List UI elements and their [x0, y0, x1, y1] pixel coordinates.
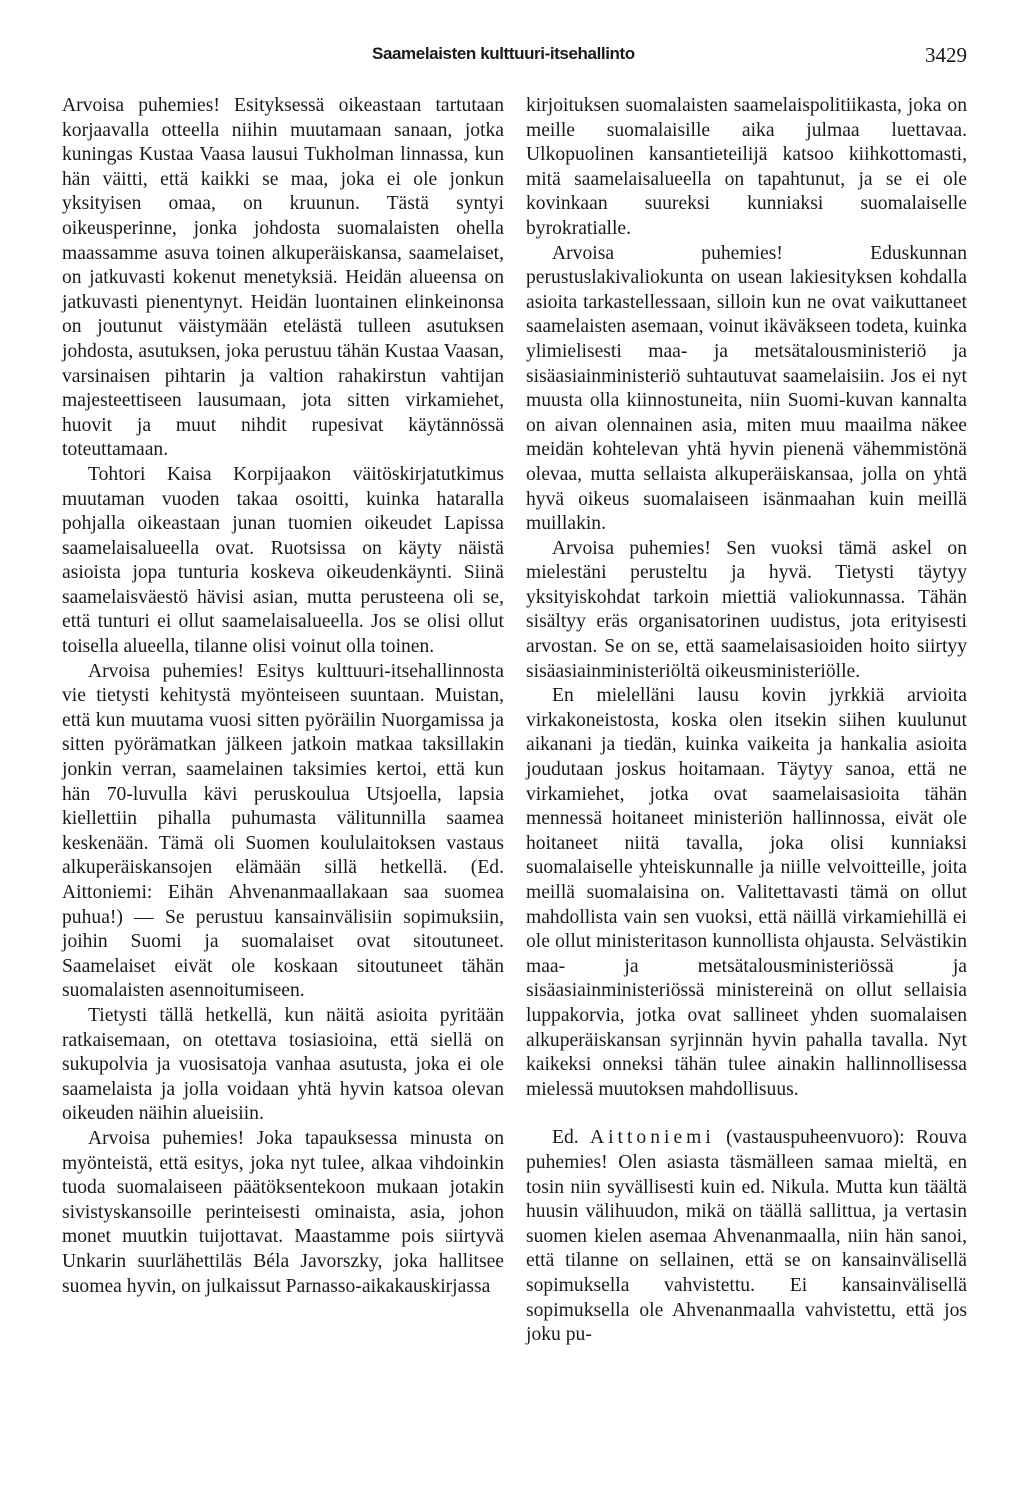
left-column — [62, 94, 504, 1299]
paragraph: En mielelläni lausu kovin jyrkkiä arvioita virkakoneistosta, koska olen itsekin siihen kuulunut aikanani ja tiedän, kuinka vaikeita ja hankalia asioita joudutaan joskus hoitamaan. Täytyy sanoa, että ne virkamiehet, jotka ovat saamelaisasioita tähän mennessä hoitaneet ministeriön hallinnossa, eivät ole hoitaneet niitä tavalla, joka olisi kunniaksi suomalaiselle yhteiskunnalle ja niille velvoitteille, joita meillä suomalaisina on. Valitettavasti tämä on ollut mahdollista vain sen vuoksi, että näillä virkamiehillä ei ole ollut ministeritason kunnollista ohjausta. Selvästikin maa- ja metsätalousministeriössä ja sisäasiainministeriössä ministereinä on ollut sellaisia luppakorvia, jotka ovat sallineet yhden suomalaisen alkuperäiskansan syrjinnän hyvin pahalla tavalla. Nyt kaikeksi onneksi tähän tulee ainakin hallinnollisessa mielessä muutoksen mahdollisuus. — [526, 685, 967, 1100]
speaker-role: (vastauspuheenvuoro): — [726, 1127, 905, 1149]
paragraph: Tohtori Kaisa Korpijaakon väitöskirjatutkimus muutaman vuoden takaa osoitti, kuinka hataralla pohjalla oikeastaan junan tuomien oikeudet Lapissa saamelaisalueella ovat. Ruotsissa on käyty näistä asioista jopa tunturia koskeva oikeudenkäynti. Siinä saamelaisväestö hävisi asian, mutta perusteena oli se, että tunturi ei ollut saamelaisalueella. Jos se olisi ollut toisella alueella, tilanne olisi voinut olla toinen. — [62, 463, 504, 658]
paragraph: Arvoisa puhemies! Joka tapauksessa minusta on myönteistä, että esitys, joka nyt tulee, alkaa vihdoinkin tuoda suomalaiseen päätöksentekoon mukaan jotakin sivistyskansoille perinteisesti ominaista, asia, johon monet muutkin tuijottavat. Maastamme pois siirtyvä Unkarin suurlähettiläs Béla Javorszky, joka hallitsee suomea hyvin, on julkaissut Parnasso-aikakauskirjassa — [62, 1127, 504, 1297]
paragraph: Arvoisa puhemies! Esityksessä oikeastaan tartutaan korjaavalla otteella niihin muutamaan sanaan, jotka kuningas Kustaa Vaasa lausui Tukholman linnassa, kun hän väitti, että kaikki se maa, joka ei ole jonkun yksityisen omaa, on kruunun. Tästä syntyi oikeusperinne, jonka johdosta suomalaisten ohella maassamme asuva toinen alkuperäiskansa, saamelaiset, on jatkuvasti kokenut menetyksiä. Heidän alueensa on jatkuvasti pienentynyt. Heidän luontainen elinkeinonsa on joutunut väistymään etelästä tulleen asutuksen johdosta, asutuksen, joka perustuu tähän Kustaa Vaasan, varsinaisen pihtarin ja valtion rahakirstun vahtijan majesteettiseen lausumaan, jota sitten virkamiehet, huovit ja muut nihdit rupesivat käytännössä toteuttamaan. — [62, 95, 504, 461]
paragraph: Arvoisa puhemies! Eduskunnan perustuslakivaliokunta on usean lakiesityksen kohdalla asioita tarkastellessaan, silloin kun ne ovat vaikuttaneet saamelaisten asemaan, voinut ikäväkseen todeta, kuinka ylimielisesti maa- ja metsätalousministeriö ja sisäasiainministeriö suhtautuvat saamelaisiin. Jos ei nyt muusta olla kiinnostuneita, niin Suomi-kuvan kannalta on aivan olennainen asia, miten muu maailma näkee meidän kohtelevan yhtä hyvin pienenä vähemmistönä olevaa, mutta sellaista alkuperäiskansaa, jolla on yhtä hyvä oikeus suomalaiseen isänmaahan kuin meillä muillakin. — [526, 242, 967, 535]
right-column — [526, 94, 967, 1348]
page-header — [0, 44, 1024, 70]
speaker-name: Aittoniemi — [589, 1127, 715, 1149]
paragraph: Arvoisa puhemies! Sen vuoksi tämä askel on mielestäni perusteltu ja hyvä. Tietysti täytyy yksityiskohdat tarkoin miettiä valiokunnassa. Tähän sisältyy eräs organisatorinen uudistus, jota erityisesti arvostan. Se on se, että saamelaisasioiden hoito siirtyy sisäasiainministeriöltä oikeusministeriölle. — [526, 537, 967, 682]
speaker-paragraph — [526, 1126, 967, 1347]
speaker-intro: Ed. — [552, 1127, 579, 1149]
running-title: Saamelaisten kulttuuri-itsehallinto — [372, 44, 635, 63]
paragraph: kirjoituksen suomalaisten saamelaispolitiikasta, joka on meille suomalaisille aika julmaa luettavaa. Ulkopuolinen kansantieteilijä katsoo kiihkottomasti, mitä saamelaisalueella on tapahtunut, ja se ei ole kovinkaan suureksi kunniaksi suomalaiselle byrokratialle. — [526, 95, 967, 239]
page-number: 3429 — [925, 43, 967, 67]
speaker-text: Rouva puhemies! Olen asiasta täsmälleen samaa mieltä, en tosin niin syvällisesti kuin ed. Nikula. Mutta kun täältä huusin välihuudon, mikä on täällä sallittua, ja vertasin suomen kielen asemaa Ahvenanmaalla, niin hän sanoi, että tilanne on sellainen, että se on kansainvälisellä sopimuksella vahvistettu. Ei kansainvälisellä sopimuksella ole Ahvenanmaalla vahvistettu, että jos joku pu- — [526, 1127, 967, 1346]
paragraph: Arvoisa puhemies! Esitys kulttuuri-itsehallinnosta vie tietysti kehitystä myönteiseen suuntaan. Muistan, että kun muutama vuosi sitten pyöräilin Nuorgamissa ja sitten pyörämatkan jälkeen jatkoin matkaa taksillakin jonkin verran, saamelainen taksimies kertoi, että kun hän 70-luvulla kävi peruskoulua Utsjoella, lapsia kiellettiin pihalla puhumasta välitunnilla saamea keskenään. Tämä oli Suomen koululaitoksen vastaus alkuperäiskansojen elämään sillä hetkellä. (Ed. Aittoniemi: Eihän Ahvenanmaallakaan saa suomea puhua!) — Se perustuu kansainvälisiin sopimuksiin, joihin Suomi ja suomalaiset ovat sitoutuneet. Saamelaiset eivät ole koskaan sitoutuneet tähän suomalaisten asennoitumiseen. — [62, 660, 504, 1002]
paragraph: Tietysti tällä hetkellä, kun näitä asioita pyritään ratkaisemaan, on otettava tosiasioina, että siellä on sukupolvia ja vuosisatoja vanhaa asutusta, joka ei ole saamelaista ja jolla voidaan yhtä hyvin katsoa olevan oikeuden näihin alueisiin. — [62, 1004, 504, 1125]
